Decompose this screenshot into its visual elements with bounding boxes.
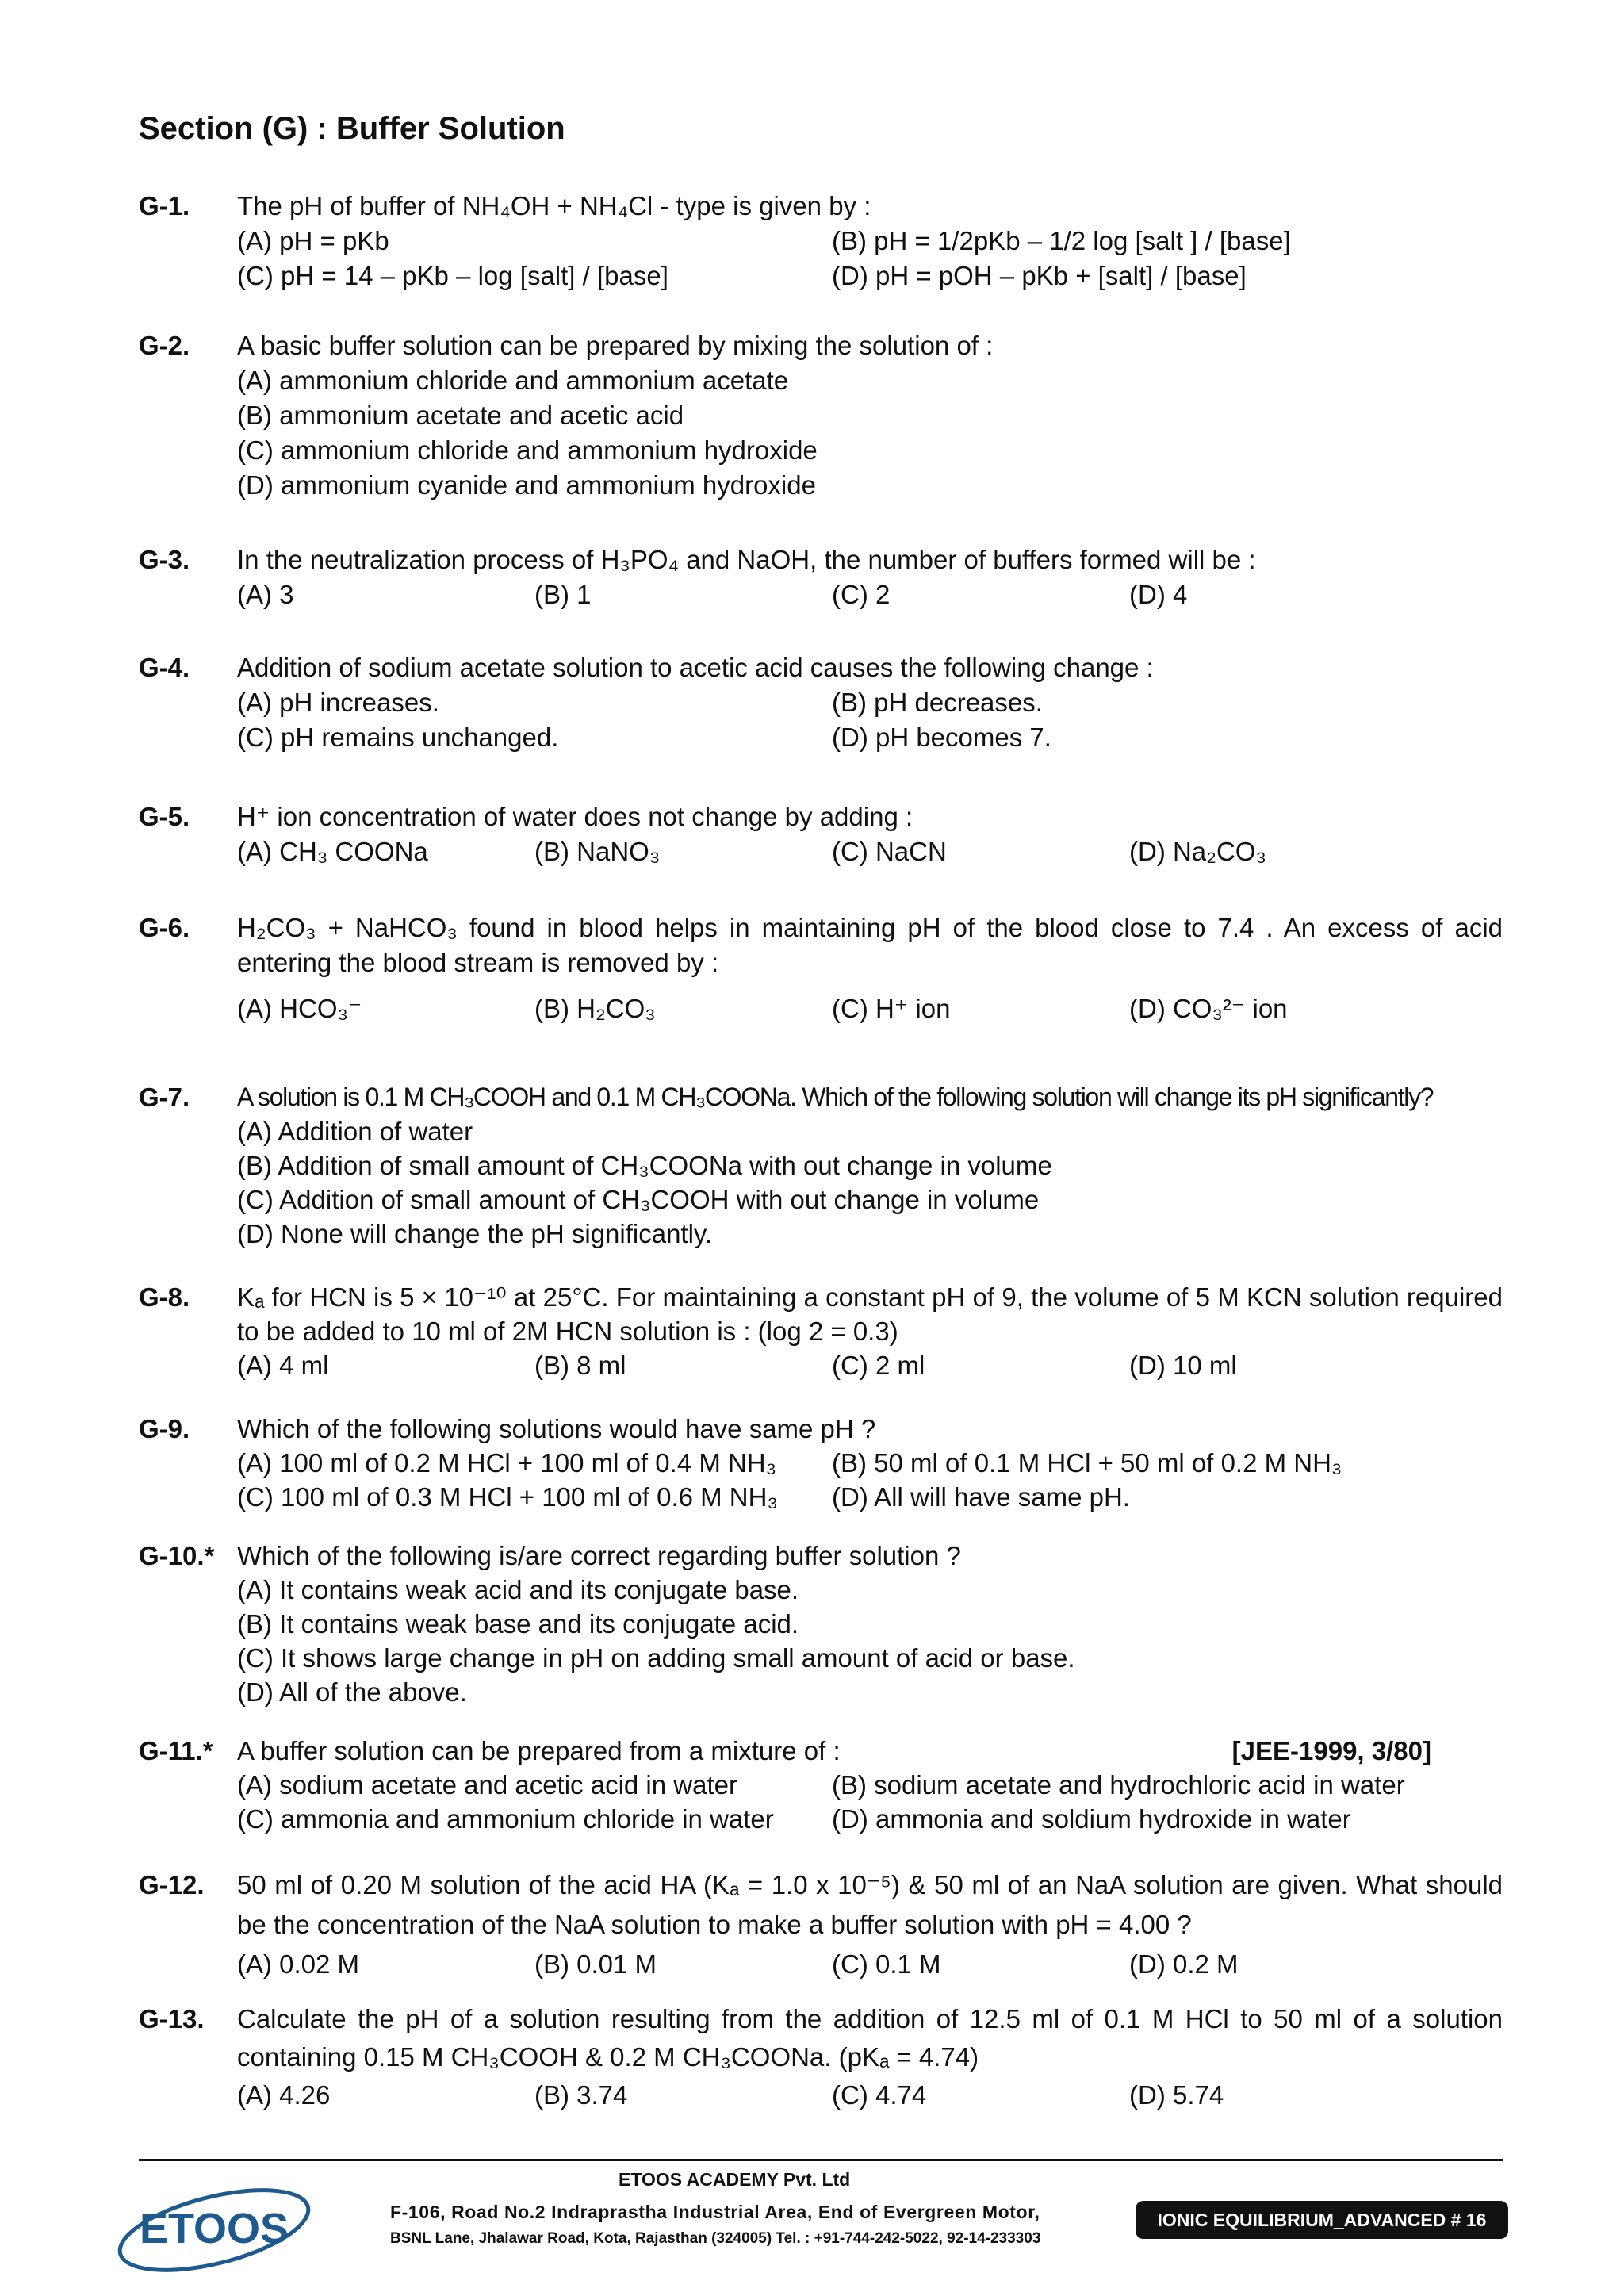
question-number: G-9.	[139, 1414, 190, 1443]
question-text: A basic buffer solution can be prepared by mixing the solution of :	[237, 331, 994, 360]
option-d: (D) pH = pOH – pKb + [salt] / [base]	[832, 261, 1247, 290]
question-text: The pH of buffer of NH₄OH + NH₄Cl - type is given by :	[237, 191, 871, 220]
question-number: G-4.	[139, 653, 190, 682]
option-c: (C) NaCN	[832, 837, 947, 866]
question-number: G-1.	[139, 191, 190, 220]
question-number: G-2.	[139, 331, 190, 360]
option-b: (B) 0.01 M	[534, 1949, 657, 1979]
option-d: (D) ammonia and soldium hydroxide in water	[832, 1804, 1351, 1834]
question-text: A solution is 0.1 M CH₃COOH and 0.1 M CH₃COONa. Which of the following solution will change its pH significantly?	[237, 1083, 1434, 1111]
address-line-2: BSNL Lane, Jhalawar Road, Kota, Rajasthan (324005) Tel. : +91-744-242-5022, 92-14-233303	[390, 2230, 1041, 2247]
option-c: (C) pH = 14 – pKb – log [salt] / [base]	[237, 261, 668, 290]
option-d: (D) CO₃²⁻ ion	[1129, 994, 1288, 1023]
question-text: In the neutralization process of H₃PO₄ and NaOH, the number of buffers formed will be :	[237, 545, 1256, 574]
logo-text: ETOOS	[139, 2205, 289, 2252]
option-b: (B) 3.74	[534, 2080, 628, 2110]
option-a: (A) pH increases.	[237, 688, 439, 717]
option-a: (A) Addition of water	[237, 1117, 473, 1146]
option-c: (C) ammonium chloride and ammonium hydroxide	[237, 435, 818, 465]
question-number: G-7.	[139, 1083, 190, 1112]
option-a: (A) 100 ml of 0.2 M HCl + 100 ml of 0.4 M NH₃	[237, 1448, 777, 1478]
option-a: (A) 4.26	[237, 2080, 331, 2110]
option-b: (B) sodium acetate and hydrochloric acid in water	[832, 1770, 1405, 1800]
option-d: (D) 10 ml	[1129, 1351, 1237, 1380]
option-d: (D) 0.2 M	[1129, 1949, 1239, 1979]
option-d: (D) All of the above.	[237, 1677, 467, 1707]
option-a: (A) CH₃ COONa	[237, 837, 428, 866]
option-c: (C) H⁺ ion	[832, 994, 951, 1023]
option-d: (D) pH becomes 7.	[832, 723, 1051, 752]
option-d: (D) All will have same pH.	[832, 1482, 1130, 1512]
exam-reference: [JEE-1999, 3/80]	[1231, 1736, 1431, 1765]
question-number: G-3.	[139, 545, 190, 574]
question-text: Addition of sodium acetate solution to acetic acid causes the following change :	[237, 653, 1154, 682]
option-c: (C) Addition of small amount of CH₃COOH with out change in volume	[237, 1185, 1040, 1214]
question-number: G-5.	[139, 802, 190, 831]
option-c: (C) pH remains unchanged.	[237, 723, 559, 752]
company-name: ETOOS ACADEMY Pvt. Ltd	[619, 2169, 851, 2190]
option-d: (D) ammonium cyanide and ammonium hydroxide	[237, 470, 816, 500]
option-b: (B) pH decreases.	[832, 688, 1043, 717]
option-b: (B) Addition of small amount of CH₃COONa with out change in volume	[237, 1151, 1052, 1180]
page-badge: IONIC EQUILIBRIUM_ADVANCED # 16	[1136, 2201, 1508, 2239]
option-b: (B) 1	[534, 580, 592, 609]
question-text: Calculate the pH of a solution resulting from the addition of 12.5 ml of 0.1 M HCl to 50 ml of a solution containing 0.15 M CH₃COOH & 0.2 M CH₃COONa. (pKₐ = 4.74)	[237, 2004, 1503, 2072]
option-a: (A) sodium acetate and acetic acid in water	[237, 1770, 737, 1800]
option-c: (C) 0.1 M	[832, 1949, 941, 1979]
option-b: (B) 50 ml of 0.1 M HCl + 50 ml of 0.2 M NH₃	[832, 1448, 1342, 1478]
question-number: G-10.*	[139, 1541, 215, 1570]
section-title: Section (G) : Buffer Solution	[139, 111, 565, 146]
option-c: (C) ammonia and ammonium chloride in water	[237, 1804, 774, 1834]
question-number: G-13.	[139, 2004, 205, 2033]
option-c: (C) It shows large change in pH on adding small amount of acid or base.	[237, 1643, 1075, 1673]
question-text: H⁺ ion concentration of water does not change by adding :	[237, 802, 914, 831]
question-number: G-12.	[139, 1870, 205, 1899]
option-c: (C) 2 ml	[832, 1351, 925, 1380]
question-text: 50 ml of 0.20 M solution of the acid HA (Kₐ = 1.0 x 10⁻⁵) & 50 ml of an NaA solution are given. What should be the concentration of the NaA solution to make a buffer solution with pH = 4.00 ?	[237, 1870, 1503, 1939]
question-text: H₂CO₃ + NaHCO₃ found in blood helps in maintaining pH of the blood close to 7.4 . An excess of acid entering the blood stream is removed by :	[237, 913, 1503, 977]
question-text: Which of the following is/are correct regarding buffer solution ?	[237, 1541, 961, 1570]
option-c: (C) 100 ml of 0.3 M HCl + 100 ml of 0.6 M NH₃	[237, 1482, 778, 1512]
option-a: (A) 4 ml	[237, 1351, 329, 1380]
etoos-logo	[111, 2183, 317, 2278]
option-a: (A) HCO₃⁻	[237, 994, 362, 1023]
option-a: (A) pH = pKb	[237, 226, 389, 255]
option-d: (D) 4	[1129, 580, 1188, 609]
question-number: G-6.	[139, 913, 190, 942]
address-line-1: F-106, Road No.2 Indraprastha Industrial Area, End of Evergreen Motor,	[390, 2202, 1040, 2222]
option-a: (A) 0.02 M	[237, 1949, 360, 1979]
question-text: A buffer solution can be prepared from a mixture of :	[237, 1736, 841, 1765]
option-a: (A) 3	[237, 580, 294, 609]
question-number: G-8.	[139, 1282, 190, 1312]
question-text: Kₐ for HCN is 5 × 10⁻¹⁰ at 25°C. For maintaining a constant pH of 9, the volume of 5 M KCN solution required to be added to 10 ml of 2M HCN solution is : (log 2 = 0.3)	[237, 1282, 1503, 1346]
question-number: G-11.*	[139, 1736, 213, 1765]
option-a: (A) ammonium chloride and ammonium acetate	[237, 366, 789, 395]
option-b: (B) NaNO₃	[534, 837, 661, 866]
option-b: (B) ammonium acetate and acetic acid	[237, 401, 684, 430]
option-d: (D) None will change the pH significantly.	[237, 1219, 713, 1248]
option-b: (B) pH = 1/2pKb – 1/2 log [salt ] / [base]	[832, 226, 1291, 255]
option-d: (D) Na₂CO₃	[1129, 837, 1266, 866]
footer-divider	[139, 2159, 1503, 2161]
option-d: (D) 5.74	[1129, 2080, 1224, 2110]
option-c: (C) 4.74	[832, 2080, 927, 2110]
option-b: (B) H₂CO₃	[534, 994, 656, 1023]
option-c: (C) 2	[832, 580, 891, 609]
option-b: (B) It contains weak base and its conjugate acid.	[237, 1609, 799, 1639]
option-a: (A) It contains weak acid and its conjugate base.	[237, 1575, 799, 1604]
option-b: (B) 8 ml	[534, 1351, 626, 1380]
question-text: Which of the following solutions would have same pH ?	[237, 1414, 876, 1443]
